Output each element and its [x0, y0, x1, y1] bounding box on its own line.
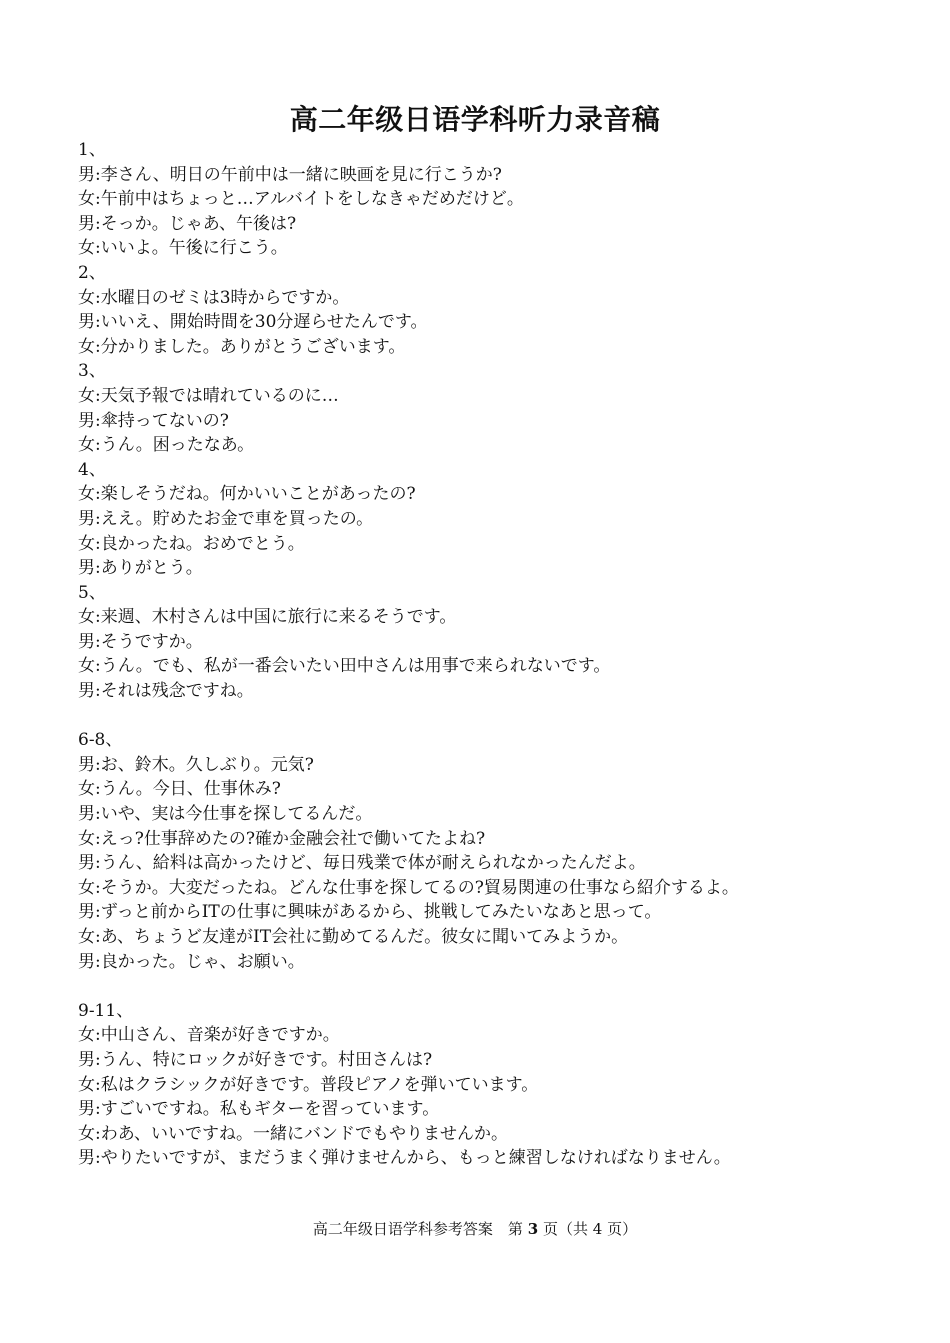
- transcript-body: [78, 138, 878, 1171]
- transcript-line: 女:良かったね。おめでとう。: [78, 533, 305, 554]
- blank-line: [78, 704, 878, 729]
- transcript-line: 6-8、: [78, 730, 123, 751]
- transcript-line: 3、: [78, 361, 106, 382]
- transcript-line: 女:あ、ちょうど友達がIT会社に勤めてるんだ。彼女に聞いてみようか。: [78, 927, 629, 947]
- transcript-line: 男:いいえ、開始時間を30分遅らせたんです。: [78, 312, 428, 333]
- page-title: 高二年级日语学科听力录音稿: [289, 103, 661, 136]
- blank-line: [78, 974, 878, 999]
- transcript-line: 女:分かりました。ありがとうございます。: [78, 336, 406, 357]
- footer-page-number: 3: [527, 1220, 539, 1238]
- transcript-line: 男:ええ。貯めたお金で車を買ったの。: [78, 508, 374, 529]
- transcript-line: 4、: [78, 459, 106, 480]
- transcript-line: 男:うん、特にロックが好きです。村田さんは?: [78, 1049, 433, 1070]
- transcript-line: 5、: [78, 582, 106, 603]
- transcript-line: 男:傘持ってないの?: [78, 410, 229, 431]
- transcript-line: 女:私はクラシックが好きです。普段ピアノを弾いています。: [78, 1074, 539, 1095]
- transcript-line: 女:水曜日のゼミは3時からですか。: [78, 287, 350, 308]
- transcript-line: 男:いや、実は今仕事を探してるんだ。: [78, 804, 373, 825]
- transcript-line: 女:中山さん、音楽が好きですか。: [78, 1025, 340, 1046]
- transcript-line: 女:うん。困ったなあ。: [78, 435, 255, 456]
- transcript-line: 女:うん。でも、私が一番会いたい田中さんは用事で来られないです。: [78, 656, 611, 677]
- transcript-line: 女:わあ、いいですね。一緒にバンドでもやりませんか。: [78, 1123, 509, 1144]
- transcript-line: 男:そうですか。: [78, 631, 203, 652]
- transcript-line: 男:良かった。じゃ、お願い。: [78, 951, 305, 972]
- transcript-line: 男:それは残念ですね。: [78, 681, 254, 702]
- transcript-line: 男:やりたいですが、まだうまく弾けませんから、もっと練習しなければなりません。: [78, 1148, 731, 1169]
- transcript-line: 男:李さん、明日の午前中は一緒に映画を見に行こうか?: [78, 164, 502, 185]
- transcript-line: 男:ありがとう。: [78, 558, 203, 579]
- transcript-line: 男:うん、給料は高かったけど、毎日残業で体が耐えられなかったんだよ。: [78, 853, 646, 874]
- transcript-line: 9-11、: [78, 1000, 134, 1021]
- footer-middle: 页（共: [542, 1220, 588, 1238]
- transcript-line: 1、: [78, 140, 106, 160]
- transcript-line: 女:来週、木村さんは中国に旅行に来るそうです。: [78, 607, 457, 628]
- page-footer: [0, 1218, 950, 1239]
- transcript-line: 女:えっ?仕事辞めたの?確か金融会社で働いてたよね?: [78, 828, 486, 849]
- transcript-line: 女:そうか。大変だったね。どんな仕事を探してるの?貿易関連の仕事なら紹介するよ。: [78, 877, 739, 898]
- footer-suffix: 页）: [607, 1220, 638, 1238]
- transcript-line: 女:天気予報では晴れているのに…: [78, 385, 339, 406]
- transcript-line: 男:そっか。じゃあ、午後は?: [78, 213, 297, 234]
- transcript-line: 2、: [78, 262, 106, 283]
- transcript-line: 女:午前中はちょっと…アルバイトをしなきゃだめだけど。: [78, 189, 524, 210]
- footer-total-pages: 4: [592, 1220, 603, 1238]
- transcript-line: 男:お、鈴木。久しぶり。元気?: [78, 754, 314, 775]
- transcript-line: 女:いいよ。午後に行こう。: [78, 238, 288, 259]
- transcript-line: 女:楽しそうだね。何かいいことがあったの?: [78, 484, 416, 505]
- transcript-line: 男:すごいですね。私もギターを習っています。: [78, 1099, 440, 1120]
- footer-prefix: 高二年级日语学科参考答案 第: [312, 1220, 523, 1238]
- transcript-line: 女:うん。今日、仕事休み?: [78, 779, 281, 800]
- transcript-line: 男:ずっと前からITの仕事に興味があるから、挑戦してみたいなあと思って。: [78, 902, 662, 923]
